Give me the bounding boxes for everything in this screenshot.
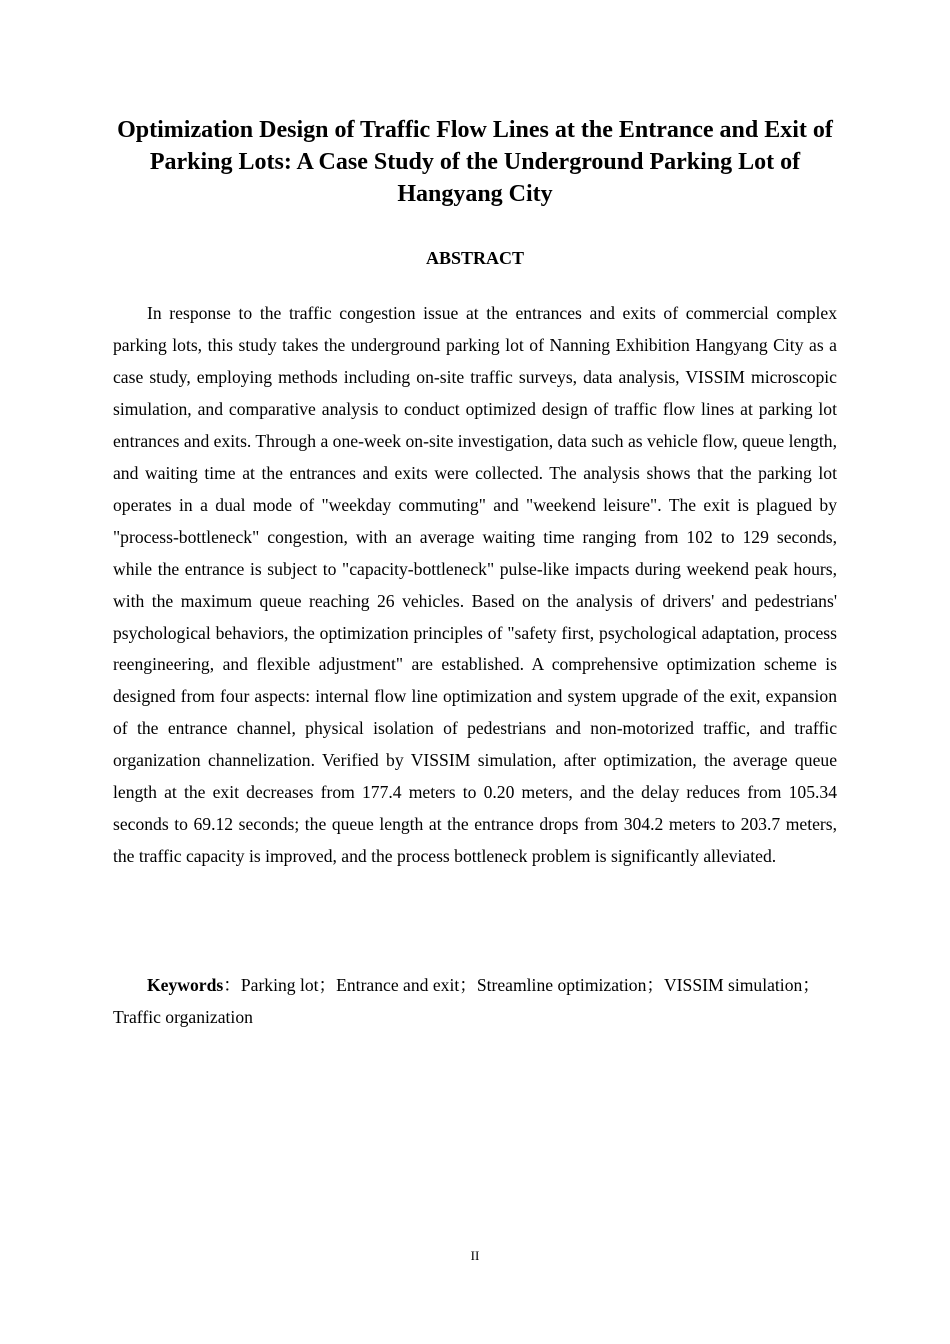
keywords-section: [113, 969, 837, 1033]
page-number: II: [470, 1248, 480, 1263]
abstract-body: In response to the traffic congestion issue at the entrances and exits of commercial complex parking lots, this study takes the underground parking lot of Nanning Exhibition Hangyang City as a case study, employing methods including on-site traffic surveys, data analysis, VISSIM microscopic simulation, and comparative analysis to conduct optimized design of traffic flow lines at parking lot entrances and exits. Through a one-week on-site investigation, data such as vehicle flow, queue length, and waiting time at the entrances and exits were collected. The analysis shows that the parking lot operates in a dual mode of "weekday commuting" and "weekend leisure". The exit is plagued by "process-bottleneck" congestion, with an average waiting time ranging from 102 to 129 seconds, while the entrance is subject to "capacity-bottleneck" pulse-like impacts during weekend peak hours, with the maximum queue reaching 26 vehicles. Based on the analysis of drivers' and pedestrians' psychological behaviors, the optimization principles of "safety first, psychological adaptation, process reengineering, and flexible adjustment" are established. A comprehensive optimization scheme is designed from four aspects: internal flow line optimization and system upgrade of the exit, expansion of the entrance channel, physical isolation of pedestrians and non-motorized traffic, and traffic organization channelization. Verified by VISSIM simulation, after optimization, the average queue length at the exit decreases from 177.4 meters to 0.20 meters, and the delay reduces from 105.34 seconds to 69.12 seconds; the queue length at the entrance drops from 304.2 meters to 203.7 meters, the traffic capacity is improved, and the process bottleneck problem is significantly alleviated.: [113, 303, 837, 867]
keywords-label: Keywords: [147, 975, 224, 995]
keywords-separator: ：: [223, 975, 241, 995]
keywords-text: Parking lot；Entrance and exit；Streamline optimization；VISSIM simulation；Traffic organization: [113, 975, 820, 1027]
abstract-heading: ABSTRACT: [425, 248, 525, 268]
paper-title: Optimization Design of Traffic Flow Lines at the Entrance and Exit of Parking Lots: A Case Study of the Underground Parking Lot of Hangyang City: [117, 117, 833, 207]
